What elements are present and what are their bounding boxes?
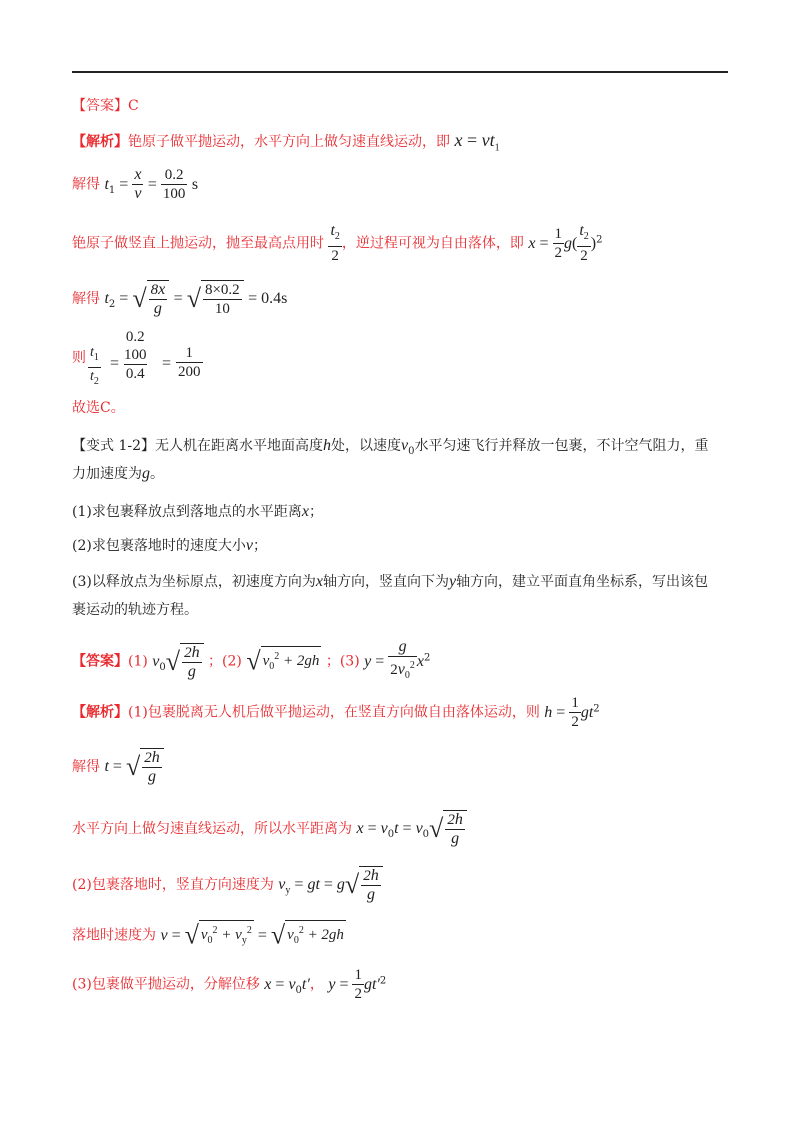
analysis-1-line-2: 解得 $t_1$ = $\frac{x}{v}$ = $\frac{0.2}{100}$ s <box>72 166 199 202</box>
answer-2-label: 【答案】 <box>72 653 128 670</box>
question-label: 【变式 1-2】 <box>72 438 155 454</box>
formula-vy: $v_y$ = gt = g√ $\frac{2h}{g}$ <box>278 877 382 893</box>
formula-t2-half: $\frac{t_2}{2}$ <box>330 222 340 265</box>
answer-2-formula-2: √ $v_0^2 + 2gh$ <box>246 646 320 676</box>
formula-t1: $t_1$ = $\frac{x}{v}$ = $\frac{0.2}{100}$ s <box>104 166 199 202</box>
answer-2: 【答案】(1) $v_0√$ $\frac{2h}{g}$ ；(2) √ $v_0^2 + 2gh$ ；(3) y = $\frac{g}{2v_0^2}$ $x^2$ <box>72 638 431 681</box>
header-rule <box>72 71 728 73</box>
answer-1 <box>72 96 139 116</box>
question-part-1: (1)求包裹释放点到落地点的水平距离x； <box>72 503 323 520</box>
analysis-1-conclusion: 故选C。 <box>72 400 125 416</box>
formula-v: v = √ $v_0^2 + v_y^2$ = √ $v_0^2 + 2gh$ <box>160 920 344 950</box>
analysis-2-line-5: 落地时速度为 v = √ $v_0^2 + v_y^2$ = √ $v_0^2 + 2gh$ <box>72 920 344 950</box>
formula-free-fall: x = $\frac{1}{2}$ g( $\frac{t_2}{2}$ )$^2$ <box>528 222 603 265</box>
analysis-label: 【解析】 <box>72 134 128 150</box>
question-part-3-line-1: (3)以释放点为坐标原点，初速度方向为x轴方向，竖直向下为y轴方向，建立平面直角坐标系，写出该包 <box>72 573 709 590</box>
formula-x-prime: $x = v_0t'$ <box>264 975 310 996</box>
formula-x-vt1: x <box>454 130 463 150</box>
analysis-2-line-3: 水平方向上做匀速直线运动，所以水平距离为 $x = v_0t = v_0√$ $\frac{2h}{g}$ <box>72 810 467 848</box>
analysis-1-line-4: 解得 $t_2$ = √ $\frac{8x}{g}$ = √ $\frac{8\times 0.2}{10}$ = 0.4s <box>72 281 288 317</box>
formula-h: h = $\frac{1}{2}$ $gt^2$ <box>544 695 600 730</box>
question-stem-line-1: 【变式 1-2】无人机在距离水平地面高度h处，以速度$v_0$水平匀速飞行并释放一包裹，不计空气阻力，重 <box>72 437 709 457</box>
answer-value: C <box>128 98 139 114</box>
formula-t2: $t_2$ = √ $\frac{8x}{g}$ = √ $\frac{8\times 0.2}{10}$ = 0.4s <box>104 281 288 317</box>
question-stem-line-2: 力加速度为g。 <box>72 465 164 482</box>
analysis-2-line-1: 【解析】(1)包裹脱离无人机后做平抛运动，在竖直方向做自由落体运动，则 h = $\frac{1}{2}$ $gt^2$ <box>72 695 600 730</box>
formula-y-prime: y = $\frac{1}{2}$ $gt'^2$ <box>328 967 387 1002</box>
question-part-3-line-2: 裹运动的轨迹方程。 <box>72 602 198 618</box>
analysis-1-line-1: 【解析】铯原子做平抛运动，水平方向上做匀速直线运动，即 $x = vt_1$ <box>72 130 500 154</box>
analysis-1-line-3: 铯原子做竖直上抛运动，抛至最高点用时 $\frac{t_2}{2}$ ，逆过程可视为自由落体，即 x = $\frac{1}{2}$ g( $\frac{t_2}{2}$ )$^2$ <box>72 222 603 265</box>
answer-label: 【答案】 <box>72 98 128 114</box>
analysis-2-line-4: (2)包裹落地时，竖直方向速度为 $v_y$ = gt = g√ $\frac{2h}{g}$ <box>72 866 383 904</box>
answer-2-formula-1: $v_0√$ $\frac{2h}{g}$ <box>152 654 203 670</box>
analysis-2-line-6: (3)包裹做平抛运动，分解位移 $x = v_0t'$， y = $\frac{1}{2}$ $gt'^2$ <box>72 967 387 1002</box>
analysis-2-line-2: 解得 t = √ $\frac{2h}{g}$ <box>72 748 164 786</box>
question-part-2: (2)求包裹落地时的速度大小v； <box>72 537 267 554</box>
formula-x: $x = v_0t = v_0√$ $\frac{2h}{g}$ <box>356 821 466 837</box>
answer-2-formula-3: y = $\frac{g}{2v_0^2}$ $x^2$ <box>364 638 431 681</box>
formula-t: t = √ $\frac{2h}{g}$ <box>104 759 163 775</box>
analysis-2-label: 【解析】 <box>72 704 128 721</box>
